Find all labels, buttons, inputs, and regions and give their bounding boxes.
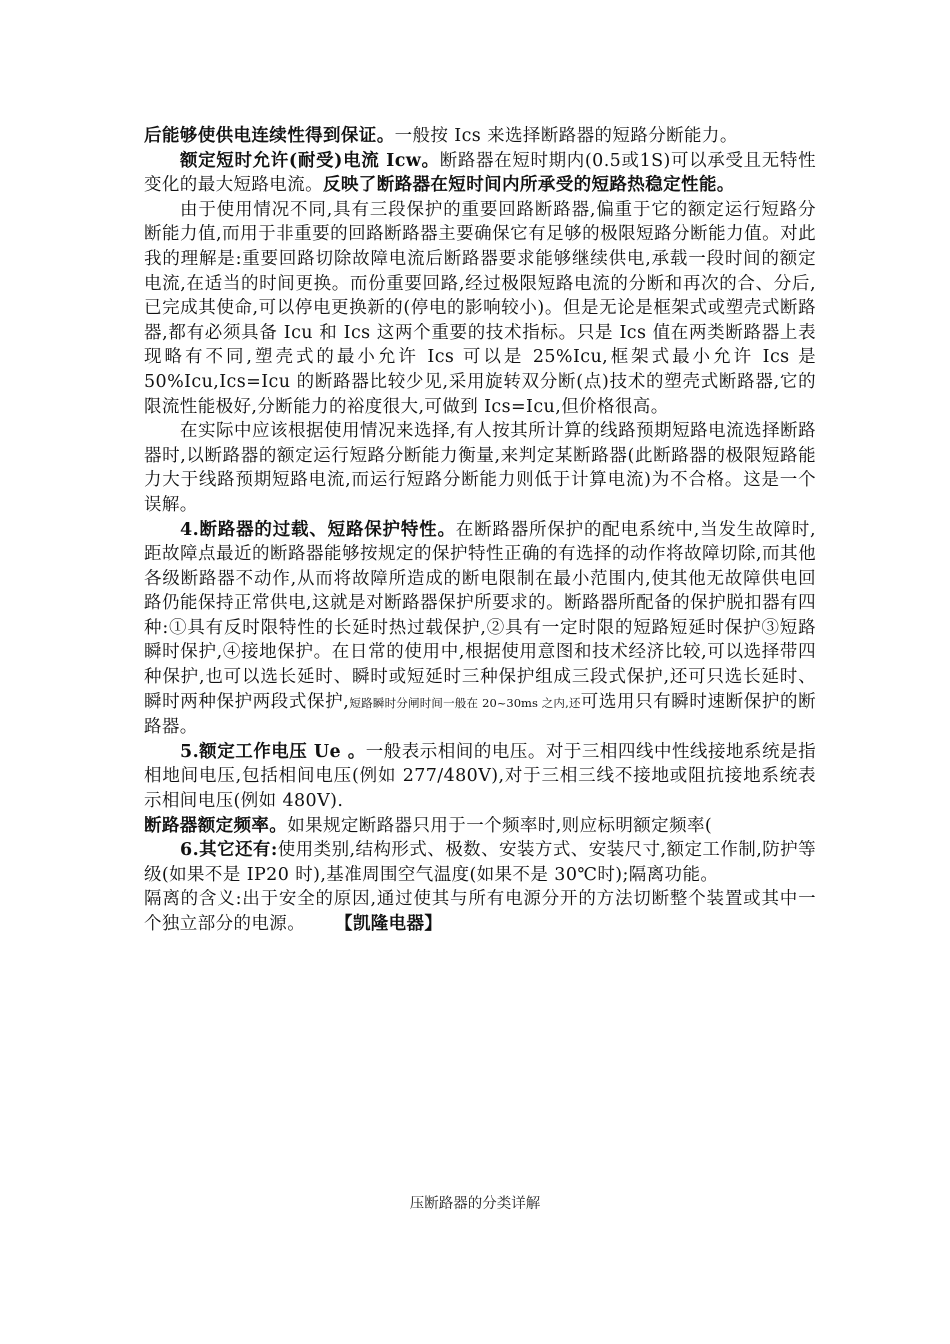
body-text: 由于使用情况不同,具有三段保护的重要回路断路器,偏重于它的额定运行短路分断能力值,而用于非重要的回路断路器主要确保它有足够的极限短路分断能力值。对此我的理解是:重要回路切除故障电流后断路器要求能够继续供电,承载一段时间的额定电流,在适当的时间更换。而份重要回路,经过极限短路电流的分断和再次的合、分后,已完成其使命,可以停电更换新的(停电的影响较小)。但是无论是框架式或塑壳式断路器,都有必须具备 Icu 和 Ics 这两个重要的技术指标。只是 Ics 值在两类断路器上表现略有不同,塑壳式的最小允许 Ics 可以是 25%Icu,框架式最小允许 Ics 是 50%Icu,Ics=Icu 的断路器比较少见,采用旋转双分断(点)技术的塑壳式断路器,它的限流性能极好,分断能力的裕度很大,可做到 Ics=Icu,但价格很高。 — [144, 199, 816, 417]
body-text: 一般按 Ics 来选择断路器的短路分断能力。 — [394, 126, 738, 146]
paragraph-isolation — [144, 887, 816, 936]
document-body — [144, 124, 816, 937]
bold-text: 后能够使供电连续性得到保证。 — [144, 126, 395, 146]
section-heading-5: 5.额定工作电压 Ue 。 — [180, 741, 366, 762]
paragraph-rated-voltage — [144, 740, 816, 814]
body-text: 在断路器所保护的配电系统中,当发生故障时,距故障点最近的断路器能够按规定的保护特性正确的有选择的动作将故障切除,而其他各级断路器不动作,从而将故障所造成的断电限制在最小范围内,使其他无故障供电回路仍能保持正常供电,这就是对断路器保护所要求的。断路器所配备的保护脱扣器有四种:①具有反时限特性的长延时热过载保护,②具有一定时限的短路短延时保护③短路瞬时保护,④接地保护。在日常的使用中,根据使用意图和技术经济比较,可以选择带四种保护,也可以选长延时、瞬时或短延时三种保护组成三段式保护,还可只选长延时、瞬时两种保护两段式保护, — [144, 519, 816, 712]
body-text: 在实际中应该根据使用情况来选择,有人按其所计算的线路预期短路电流选择断路器时,以断路器的额定运行短路分断能力衡量,来判定某断路器(此断路器的极限短路能力大于线路预期短路电流,而运行短路分断能力则低于计算电流)为不合格。这是一个误解。 — [144, 421, 816, 515]
body-text: 断路器在短时期内(0.5或1S)可以承受且无特性变化的最大短路电流。 — [144, 150, 816, 196]
body-text: 可选用只有瞬时速断保护的断路器。 — [144, 691, 816, 738]
paragraph-continuity — [144, 124, 816, 149]
body-text: 使用类别,结构形式、极数、安装方式、安装尺寸,额定工作制,防护等级(如果不是 IP20 时),基准周围空气温度(如果不是 30℃时);隔离功能。 — [144, 840, 816, 885]
section-heading-4: 4.断路器的过载、短路保护特性。 — [180, 519, 456, 540]
next-page-title: 压断路器的分类详解 — [409, 1196, 541, 1212]
paragraph-practical-selection — [144, 419, 816, 517]
body-text: 隔离的含义:出于安全的原因,通过使其与所有电源分开的方法切断整个装置或其中一个独立部分的电源。 — [144, 889, 816, 934]
source-tag: 【凯隆电器】 — [334, 914, 443, 934]
bold-text: 反映了断路器在短时间内所承受的短路热稳定性能。 — [323, 175, 735, 196]
section-heading-6: 6.其它还有: — [180, 840, 278, 861]
section-heading-frequency: 断路器额定频率。 — [144, 815, 288, 836]
paragraph-icw — [144, 149, 816, 198]
body-text: 一般表示相间的电压。对于三相四线中性线接地系统是指相地间电压,包括相间电压(例如 277/480V),对于三相三线不接地或阻抗接地系统表示相间电压(例如 480V). — [144, 741, 816, 812]
paragraph-protection-characteristics — [144, 518, 816, 740]
body-text: 如果规定断路器只用于一个频率时,则应标明额定频率( — [287, 815, 713, 836]
small-note: 短路瞬时分闸时间一般在 20~30ms 之内,还 — [349, 695, 581, 710]
paragraph-other — [144, 838, 816, 887]
paragraph-three-stage-protection — [144, 198, 816, 419]
section-heading-icw: 额定短时允许(耐受)电流 Icw。 — [180, 150, 440, 171]
paragraph-rated-frequency — [144, 814, 816, 839]
